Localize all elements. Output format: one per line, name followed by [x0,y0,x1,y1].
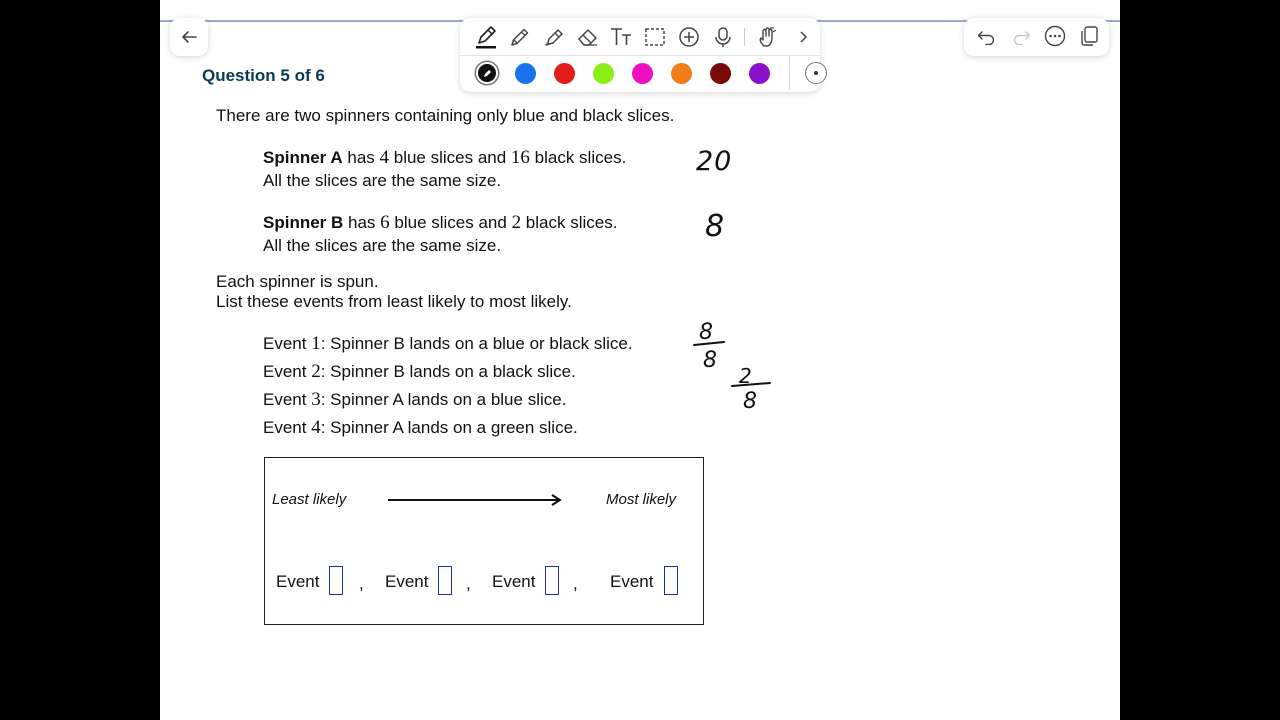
spinner-b-black-count: 2 [511,212,522,233]
event-number: 3 [311,389,321,410]
spinner-a-text: blue slices and [389,148,511,167]
color-swatch-purple[interactable] [749,63,770,84]
chevron-right-icon[interactable] [794,27,812,47]
color-swatch-orange[interactable] [671,63,692,84]
event-text: : Spinner B lands on a blue or black slice. [320,334,633,353]
answer-separator: , [573,574,578,593]
question-intro: There are two spinners containing only blue and black slices. [216,106,675,125]
spinner-b-blue-count: 6 [380,212,390,233]
instruction-line-1: Each spinner is spun. [216,272,379,291]
answer-event-label-4: Event [610,572,654,591]
answer-slot-4[interactable] [664,566,678,595]
event-number: 2 [311,361,321,382]
least-likely-label: Least likely [272,491,347,508]
answer-slot-1[interactable] [329,566,343,595]
handwritten-fraction-2-denominator: 8 [743,389,757,414]
event-prefix: Event [263,390,312,409]
answer-event-label-1: Event [276,572,320,591]
event-1 [263,333,633,355]
answer-separator: , [359,574,364,593]
likelihood-arrow-icon [386,493,566,507]
event-prefix: Event [263,334,312,353]
handwritten-fraction-1-numerator: 8 [699,320,713,345]
text-tool-icon[interactable] [609,25,633,49]
answer-slot-2[interactable] [438,566,452,595]
spinner-a-black-count: 16 [510,147,530,168]
more-options-icon[interactable] [1044,25,1066,47]
spinner-a-size-note: All the slices are the same size. [263,171,502,190]
eraser-icon[interactable] [576,25,600,49]
highlighter-icon[interactable] [542,25,566,49]
spinner-b-text: has [343,213,381,232]
back-button[interactable] [170,18,208,56]
event-number: 4 [311,417,321,438]
question-title: Question 5 of 6 [202,66,325,85]
toolbar-divider [460,55,820,56]
spinner-a-blue-count: 4 [379,147,390,168]
handwritten-total-b: 8 [705,209,725,244]
instruction-line-2: List these events from least likely to most likely. [216,292,572,311]
event-2 [263,361,576,383]
back-arrow-icon [179,27,199,47]
handwritten-total-a: 20 [696,146,733,177]
color-swatch-dark-red[interactable] [710,63,731,84]
handwritten-fraction-1-denominator: 8 [703,348,717,373]
answer-event-label-2: Event [385,572,429,591]
event-4 [263,417,578,439]
lasso-select-icon[interactable] [643,25,667,49]
color-swatch-blue[interactable] [515,63,536,84]
event-text: : Spinner A lands on a blue slice. [320,390,567,409]
add-icon[interactable] [677,25,701,49]
redo-icon[interactable] [1011,26,1033,48]
touch-draw-icon[interactable] [755,25,779,49]
color-swatch-black[interactable] [476,62,498,84]
answer-event-label-3: Event [492,572,536,591]
pencil-icon[interactable] [508,25,532,49]
spinner-b-text: black slices. [521,213,618,232]
spinner-b-name: Spinner B [263,213,344,232]
spinner-a-description [263,147,626,169]
pen-icon[interactable] [474,24,498,50]
most-likely-label: Most likely [606,491,677,508]
color-swatch-magenta[interactable] [632,63,653,84]
answer-separator: , [466,574,471,593]
stroke-width-icon[interactable] [805,62,827,84]
event-text: : Spinner A lands on a green slice. [320,418,578,437]
undo-icon[interactable] [975,26,997,48]
spinner-a-name: Spinner A [263,148,343,167]
handwritten-fraction-2-numerator: 2 [739,364,752,388]
microphone-icon[interactable] [711,25,735,49]
event-prefix: Event [263,362,312,381]
toolbar-separator [744,28,745,46]
answer-box [264,457,704,625]
color-swatch-red[interactable] [554,63,575,84]
event-prefix: Event [263,418,312,437]
spinner-a-text: black slices. [529,148,627,167]
event-number: 1 [311,333,321,354]
toolbar-separator [789,56,790,90]
answer-slot-3[interactable] [545,566,559,595]
pages-icon[interactable] [1078,25,1100,47]
spinner-b-size-note: All the slices are the same size. [263,236,502,255]
spinner-b-description [263,212,617,234]
event-3 [263,389,566,411]
selected-pen-icon [478,64,496,82]
event-text: : Spinner B lands on a black slice. [320,362,576,381]
spinner-b-text: blue slices and [389,213,512,232]
color-swatch-green[interactable] [593,63,614,84]
spinner-a-text: has [342,148,380,167]
